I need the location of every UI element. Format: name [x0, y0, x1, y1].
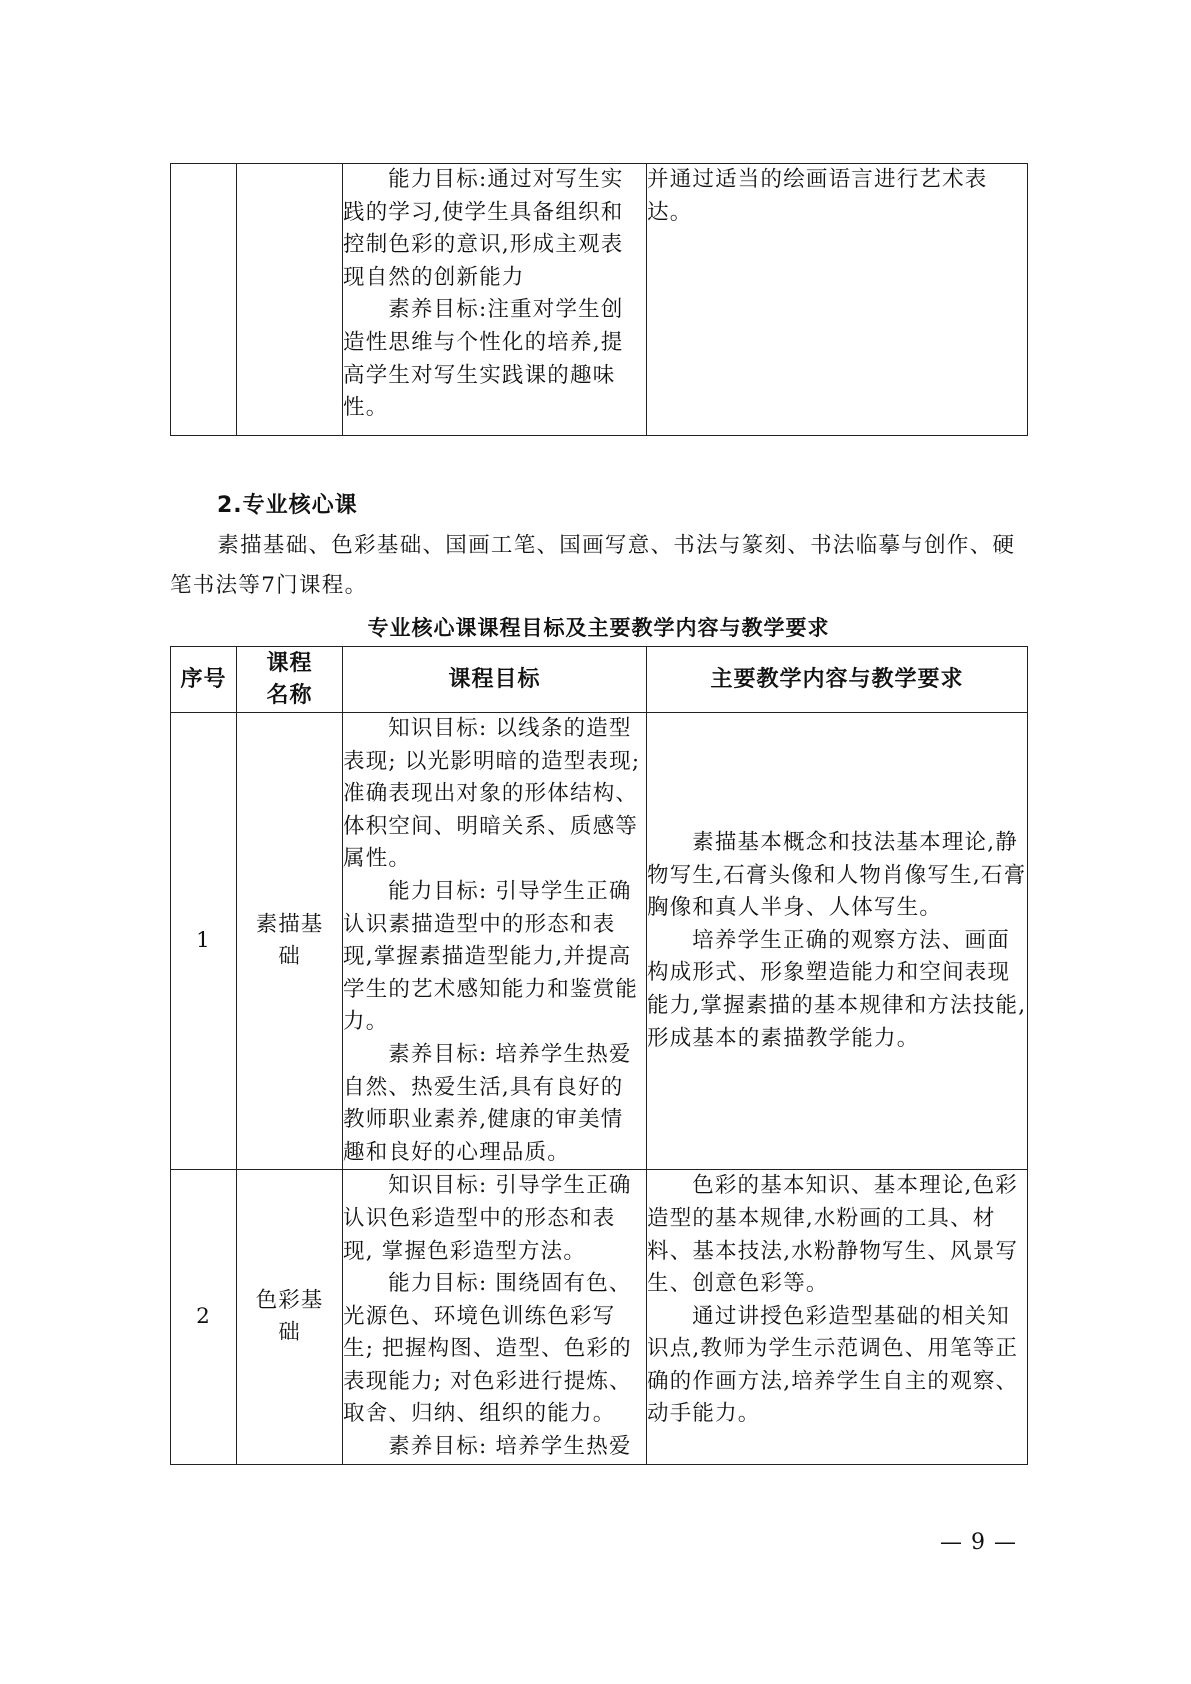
table-row	[171, 1170, 1028, 1464]
index-cell	[171, 164, 237, 436]
table-row	[171, 713, 1028, 1170]
row-course-name	[237, 713, 343, 1170]
table-caption: 专业核心课课程目标及主要教学内容与教学要求	[367, 616, 830, 640]
header-name-line: 课程	[266, 650, 313, 676]
page-number: — 9 —	[940, 1530, 1017, 1555]
goal-paragraph: 能力目标:通过对写生实践的学习,使学生具备组织和控制色彩的意识,形成主观表现自然的创新能力	[343, 167, 624, 290]
section-paragraph: 素描基础、色彩基础、国画工笔、国画写意、书法与篆刻、书法临摹与创作、硬笔书法等7门课程。	[170, 533, 1016, 598]
goal-paragraph: 能力目标: 引导学生正确认识素描造型中的形态和表现,掌握素描造型能力,并提高学生的艺术感知能力和鉴赏能力。	[343, 878, 639, 1035]
content-paragraph: 并通过适当的绘画语言进行艺术表达。	[647, 167, 988, 225]
goal-paragraph: 能力目标: 围绕固有色、光源色、环境色训练色彩写生; 把握构图、造型、色彩的表现能力; 对色彩进行提炼、取舍、归纳、组织的能力。	[343, 1271, 632, 1427]
course-name-line: 素描基	[255, 912, 324, 938]
course-goals-cell	[343, 164, 647, 436]
header-content: 主要教学内容与教学要求	[647, 647, 1028, 713]
row-index: 1	[171, 713, 237, 1170]
course-name-line: 础	[278, 944, 301, 970]
header-course-name	[237, 647, 343, 713]
content-paragraph: 通过讲授色彩造型基础的相关知识点,教师为学生示范调色、用笔等正确的作画方法,培养学生自主的观察、动手能力。	[647, 1303, 1019, 1427]
row-course-name	[237, 1170, 343, 1464]
row-content	[647, 1170, 1028, 1464]
table-header-row	[171, 647, 1028, 713]
row-goals	[343, 713, 647, 1170]
course-content-cell	[647, 164, 1028, 436]
course-name-line: 色彩基	[255, 1287, 324, 1313]
goal-paragraph: 素养目标: 培养学生热爱	[388, 1434, 632, 1460]
row-goals	[343, 1170, 647, 1464]
goal-paragraph: 素养目标: 培养学生热爱自然、热爱生活,具有良好的教师职业素养,健康的审美情趣和良好的心理品质。	[343, 1041, 632, 1165]
content-paragraph: 色彩的基本知识、基本理论,色彩造型的基本规律,水粉画的工具、材料、基本技法,水粉静物写生、风景写生、创意色彩等。	[647, 1173, 1019, 1297]
table-row	[171, 164, 1028, 436]
goal-paragraph: 知识目标: 以线条的造型表现; 以光影明暗的造型表现;准确表现出对象的形体结构、体积空间、明暗关系、质感等属性。	[343, 716, 641, 872]
goal-paragraph: 知识目标: 引导学生正确认识色彩造型中的形态和表现, 掌握色彩造型方法。	[343, 1173, 632, 1264]
course-name-line: 础	[278, 1319, 301, 1345]
content-paragraph: 培养学生正确的观察方法、画面构成形式、形象塑造能力和空间表现能力,掌握素描的基本规律和方法技能,形成基本的素描教学能力。	[647, 927, 1027, 1051]
continued-course-table	[170, 163, 1028, 436]
header-index: 序号	[171, 647, 237, 713]
header-goals: 课程目标	[343, 647, 647, 713]
core-course-table	[170, 646, 1028, 1465]
goal-paragraph: 素养目标:注重对学生创造性思维与个性化的培养,提高学生对写生实践课的趣味性。	[343, 297, 624, 421]
row-content	[647, 713, 1028, 1170]
row-index: 2	[171, 1170, 237, 1464]
header-name-line: 名称	[266, 682, 313, 708]
course-name-cell	[237, 164, 343, 436]
section-heading: 2.专业核心课	[217, 493, 358, 518]
content-paragraph: 素描基本概念和技法基本理论,静物写生,石膏头像和人物肖像写生,石膏胸像和真人半身、人体写生。	[647, 830, 1027, 921]
